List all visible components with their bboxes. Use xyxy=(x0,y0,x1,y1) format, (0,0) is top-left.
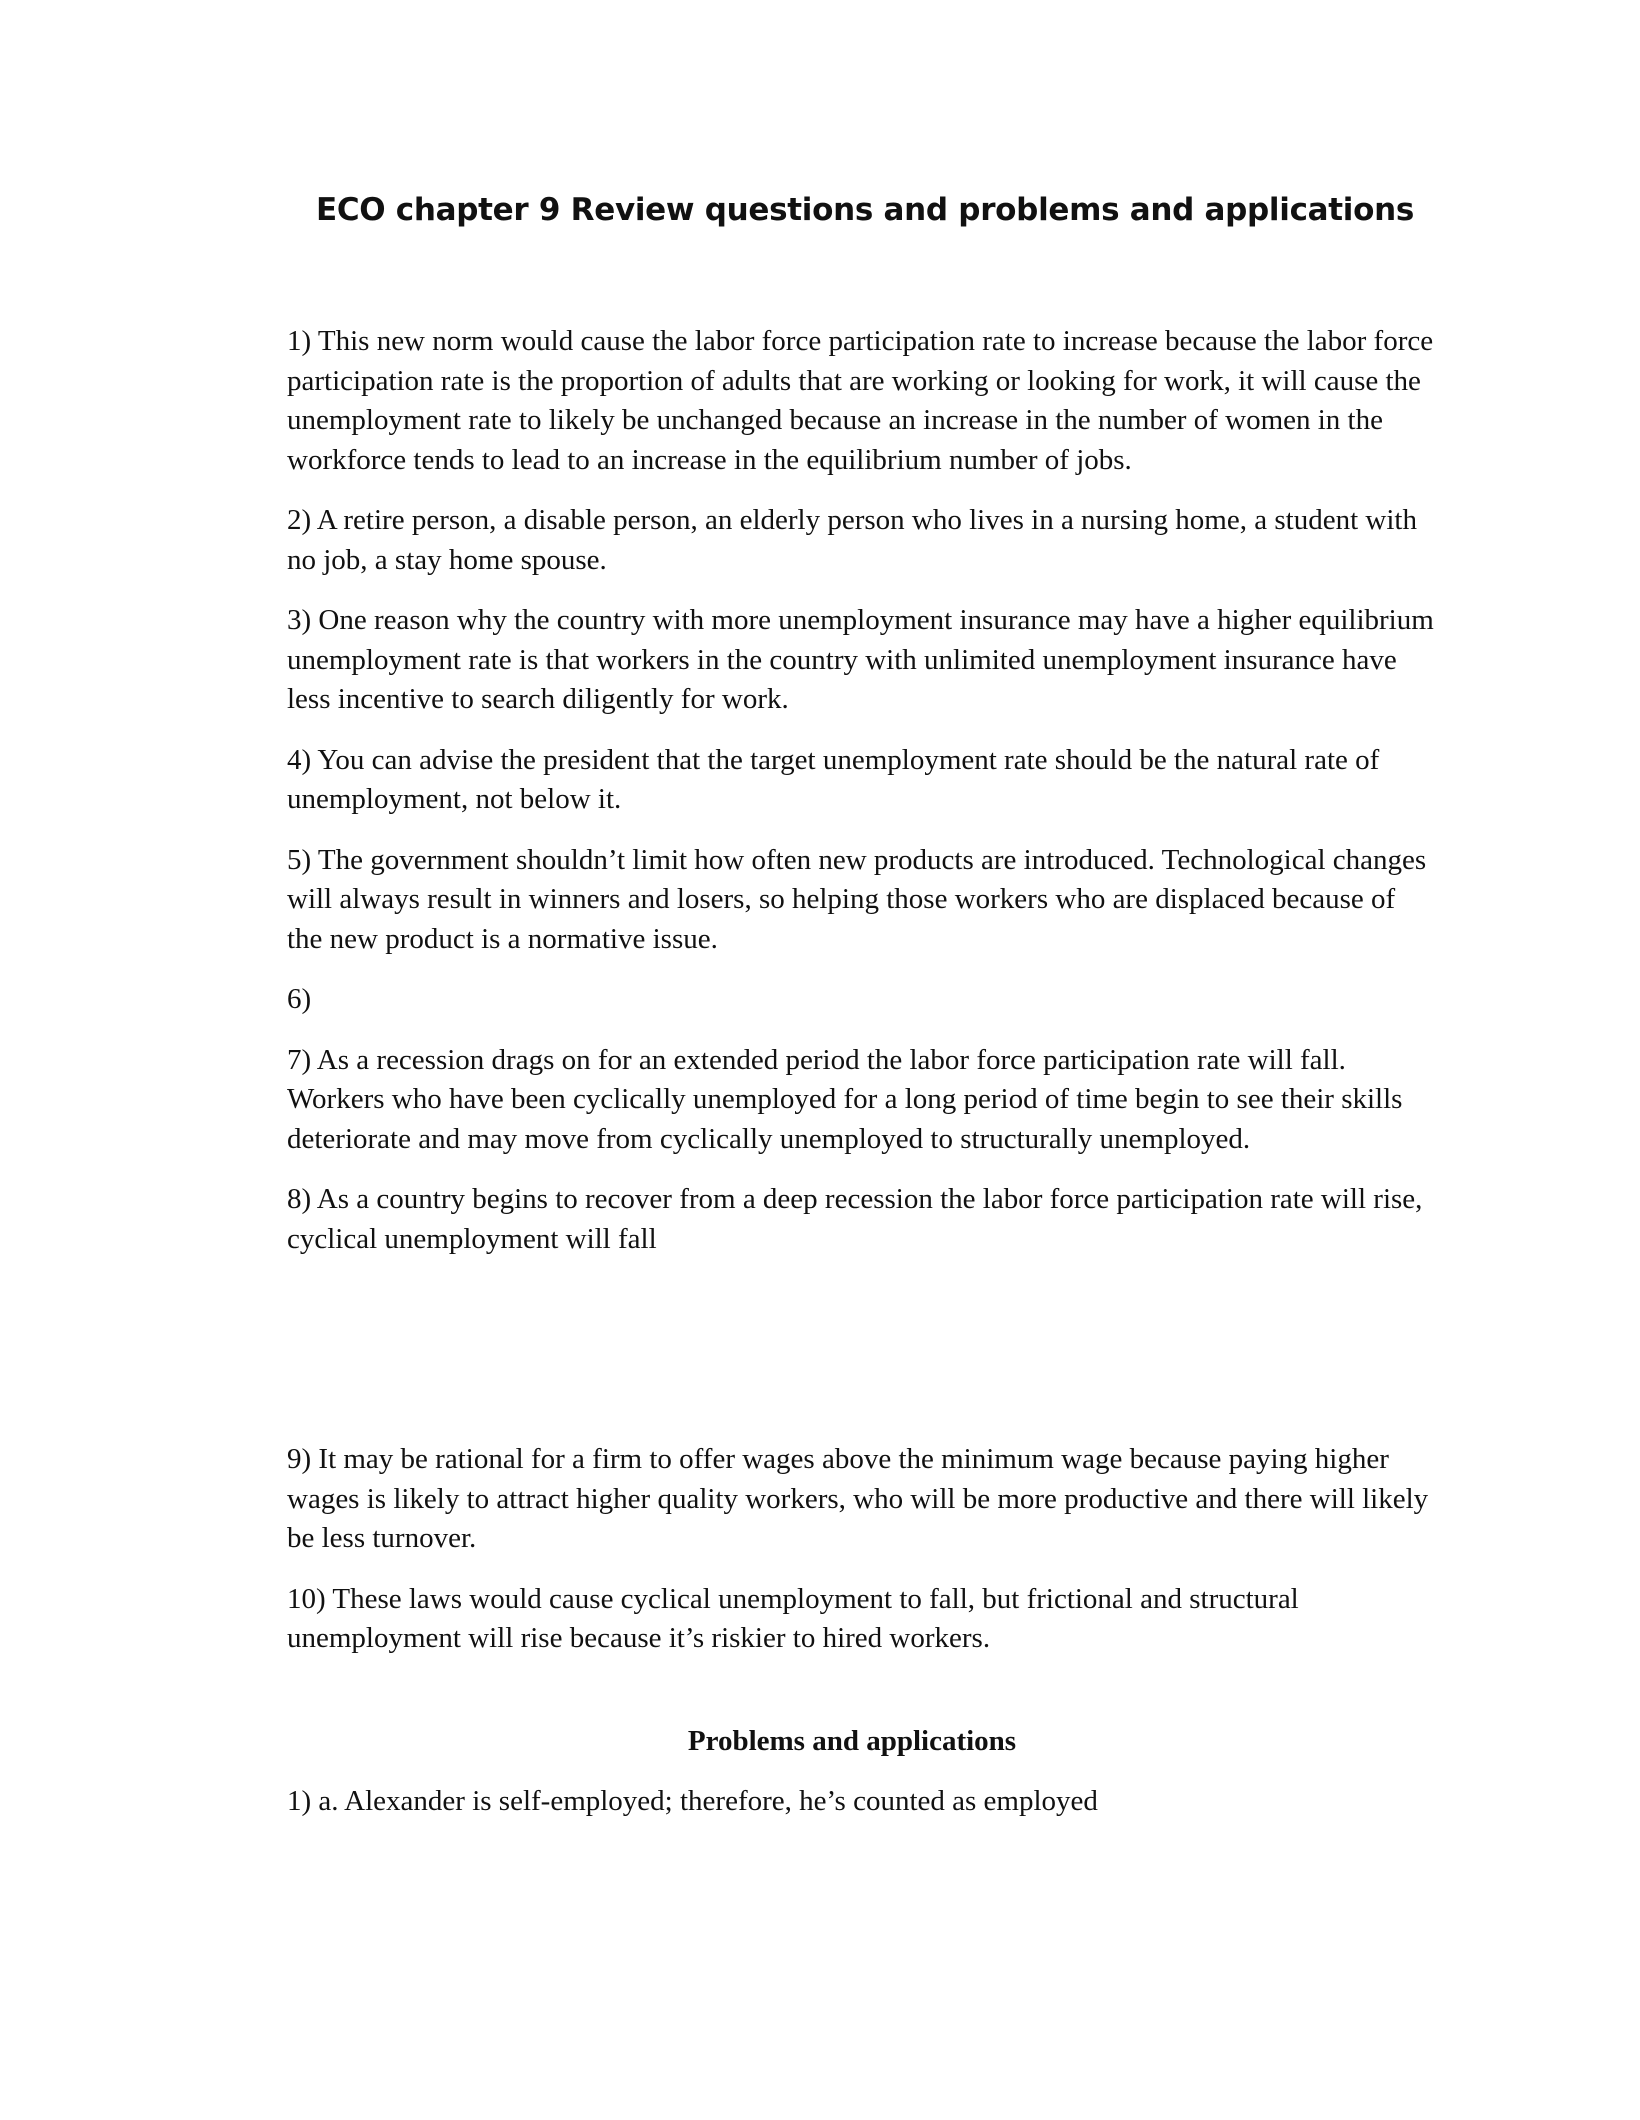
review-answer-6: 6) xyxy=(287,983,312,1015)
review-answer-10: 10) These laws would cause cyclical unemployment to fall, but frictional and structural unemployment will rise because it’s riskier to hired workers. xyxy=(287,1582,1299,1654)
review-answer-8: 8) As a country begins to recover from a deep recession the labor force participation rate will rise, cyclical unemployment will fall xyxy=(287,1183,1423,1255)
review-answer-9: 9) It may be rational for a firm to offer wages above the minimum wage because paying higher wages is likely to attract higher quality workers, who will be more productive and there will likely be less turnover. xyxy=(287,1443,1429,1554)
review-answer-5: 5) The government shouldn’t limit how often new products are introduced. Technological changes will always result in winners and losers, so helping those workers who are displaced because of the new product is a normative issue. xyxy=(287,843,1427,955)
problem-answer-1a: 1) a. Alexander is self-employed; therefore, he’s counted as employed xyxy=(287,1785,1098,1817)
document-body xyxy=(287,322,1437,1843)
document-title: ECO chapter 9 Review questions and problems and applications xyxy=(315,192,1415,228)
review-answer-7: 7) As a recession drags on for an extended period the labor force participation rate will fall. Workers who have been cyclically unemployed for a long period of time begin to see their skills deteriorate and may move from cyclically unemployed to structurally unemployed. xyxy=(287,1043,1403,1155)
problems-heading: Problems and applications xyxy=(687,1724,1017,1757)
review-answer-2: 2) A retire person, a disable person, an elderly person who lives in a nursing home, a student with no job, a stay home spouse. xyxy=(287,504,1417,576)
blank-space xyxy=(287,1680,1437,1722)
review-answer-4: 4) You can advise the president that the target unemployment rate should be the natural rate of unemployment, not below it. xyxy=(287,743,1380,815)
blank-space xyxy=(287,1280,1437,1440)
review-answer-1: 1) This new norm would cause the labor force participation rate to increase because the labor force participation rate is the proportion of adults that are working or looking for work, it will cause the unemployment rate to likely be unchanged because an increase in the number of women in the workforce tends to lead to an increase in the equilibrium number of jobs. xyxy=(287,325,1434,476)
review-answer-3: 3) One reason why the country with more unemployment insurance may have a higher equilibrium unemployment rate is that workers in the country with unlimited unemployment insurance have less incentive to search diligently for work. xyxy=(287,604,1434,715)
